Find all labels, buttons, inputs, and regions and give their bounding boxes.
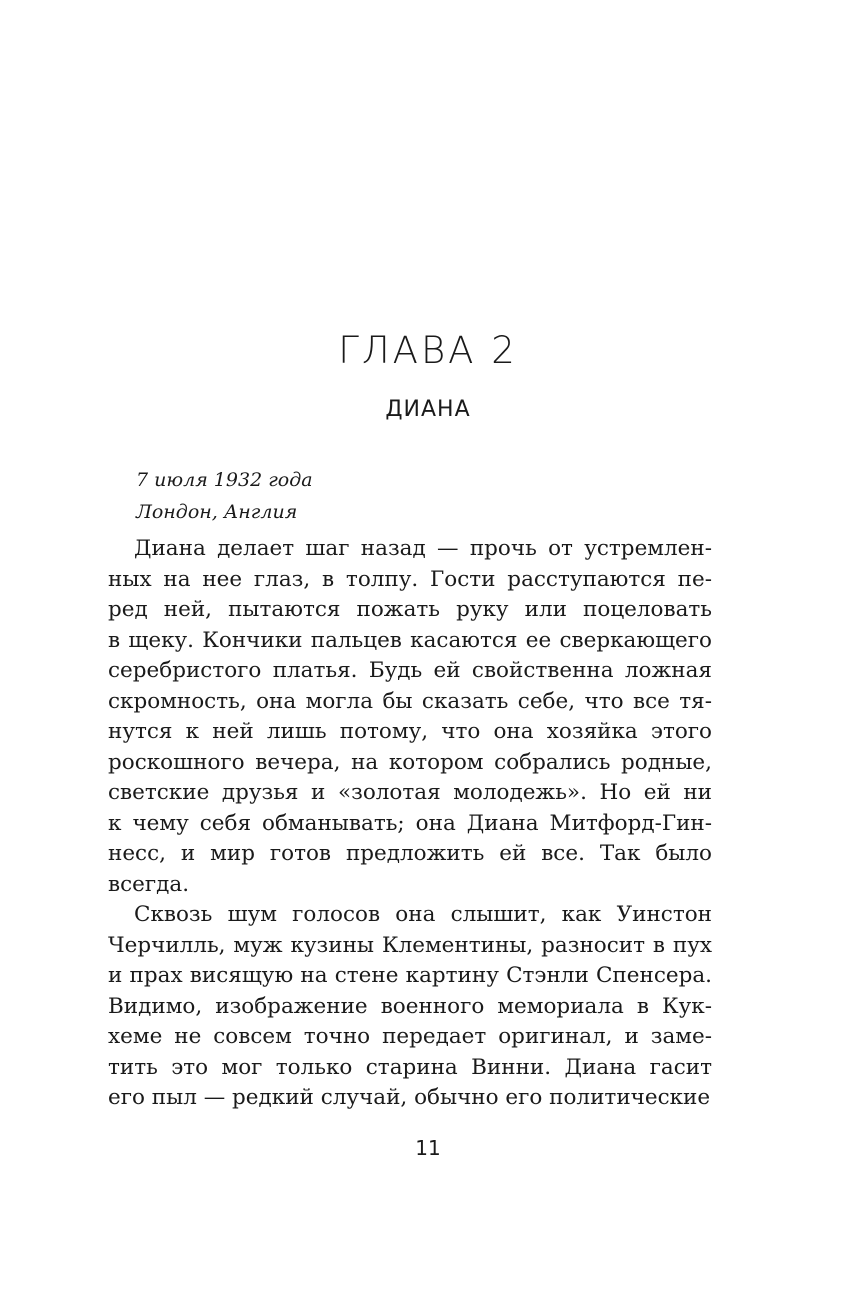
text-line: роскошного вечера, на котором собрались родные, — [108, 749, 712, 775]
text-line: и прах висящую на стене картину Стэнли Спенсера. — [108, 963, 712, 988]
text-line: светские друзья и «золотая молодежь». Но ей ни — [108, 780, 712, 805]
body-text — [108, 534, 712, 1114]
paragraph — [108, 534, 712, 900]
text-line: серебристого платья. Будь ей свойственна ложная — [108, 658, 712, 683]
text-line: в щеку. Кончики пальцев касаются ее сверкающего — [108, 627, 712, 653]
text-line: всегда. — [108, 871, 190, 897]
text-line: ных на нее глаз, в толпу. Гости расступаются пе- — [108, 566, 712, 592]
text-line: Диана делает шаг назад — прочь от устремлен- — [134, 536, 712, 561]
text-line: Сквозь шум голосов она слышит, как Уинстон — [134, 902, 712, 927]
text-line: нутся к ней лишь потому, что она хозяйка этого — [108, 719, 712, 744]
text-line: скромность, она могла бы сказать себе, что все тя- — [108, 688, 712, 714]
paragraph — [108, 900, 712, 1114]
text-line: его пыл — редкий случай, обычно его политические — [108, 1085, 711, 1110]
text-line: ред ней, пытаются пожать руку или поцеловать — [108, 597, 712, 622]
text-line: Черчилль, муж кузины Клементины, разносит в пух — [108, 932, 712, 958]
chapter-subtitle: ДИАНА — [385, 397, 471, 422]
dateline — [136, 464, 313, 528]
dateline-place: Лондон, Англия — [136, 501, 298, 523]
dateline-date: 7 июля 1932 года — [136, 469, 313, 491]
text-line: хеме не совсем точно передает оригинал, и заме- — [108, 1024, 712, 1049]
chapter-title: ГЛАВА 2 — [338, 329, 518, 372]
text-line: тить это мог только старина Винни. Диана гасит — [108, 1054, 712, 1080]
text-line: Видимо, изображение военного мемориала в Кук- — [108, 993, 712, 1019]
text-line: несс, и мир готов предложить ей все. Так было — [108, 841, 712, 866]
page-number: 11 — [415, 1136, 441, 1160]
text-line: к чему себя обманывать; она Диана Митфорд-Гин- — [108, 810, 712, 836]
